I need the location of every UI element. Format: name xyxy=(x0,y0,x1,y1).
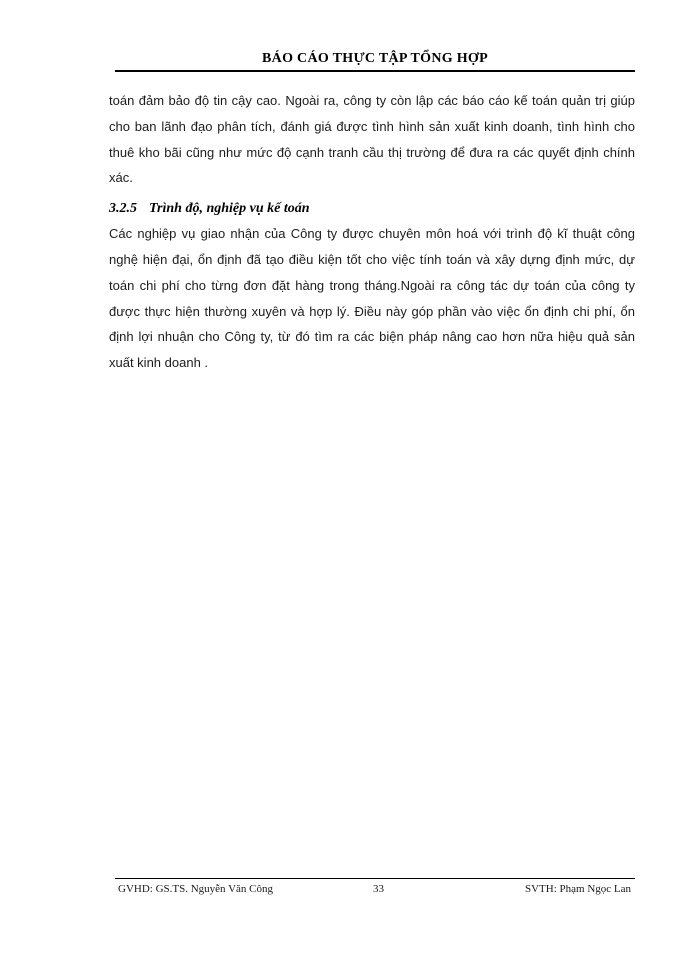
footer-page-number: 33 xyxy=(373,883,384,895)
footer-student: SVTH: Phạm Ngọc Lan xyxy=(524,883,631,895)
page-header xyxy=(115,48,635,72)
section-number: 3.2.5 xyxy=(109,201,137,217)
page-footer xyxy=(115,878,635,901)
header-title: BÁO CÁO THỰC TẬP TỔNG HỢP xyxy=(262,51,488,66)
section-title: Trình độ, nghiệp vụ kế toán xyxy=(149,201,310,217)
footer-supervisor: GVHD: GS.TS. Nguyễn Văn Công xyxy=(118,883,274,895)
section-heading xyxy=(109,197,635,221)
paragraph-1: toán đảm bảo độ tin cậy cao. Ngoài ra, công ty còn lập các báo cáo kế toán quản trị giúp cho ban lãnh đạo phân tích, đánh giá được tình hình sản xuất kinh doanh, tình hình cho thuê kho bãi cũng như mức độ cạnh tranh cầu thị trường để đưa ra các quyết định chính xác. xyxy=(109,93,635,186)
page-content xyxy=(109,88,635,376)
paragraph-2: Các nghiệp vụ giao nhận của Công ty được chuyên môn hoá với trình độ kĩ thuật công nghệ hiện đại, ổn định đã tạo điều kiện tốt cho việc tính toán và xây dựng định mức, dự toán chi phí cho từng đơn đặt hàng trong tháng.Ngoài ra công tác dự toán của công ty được thực hiện thường xuyên và hợp lý. Điều này góp phần vào việc ổn định chi phí, ổn định lợi nhuận cho Công ty, từ đó tìm ra các biện pháp nâng cao hơn nữa hiệu quả sản xuất kinh doanh . xyxy=(109,226,635,371)
